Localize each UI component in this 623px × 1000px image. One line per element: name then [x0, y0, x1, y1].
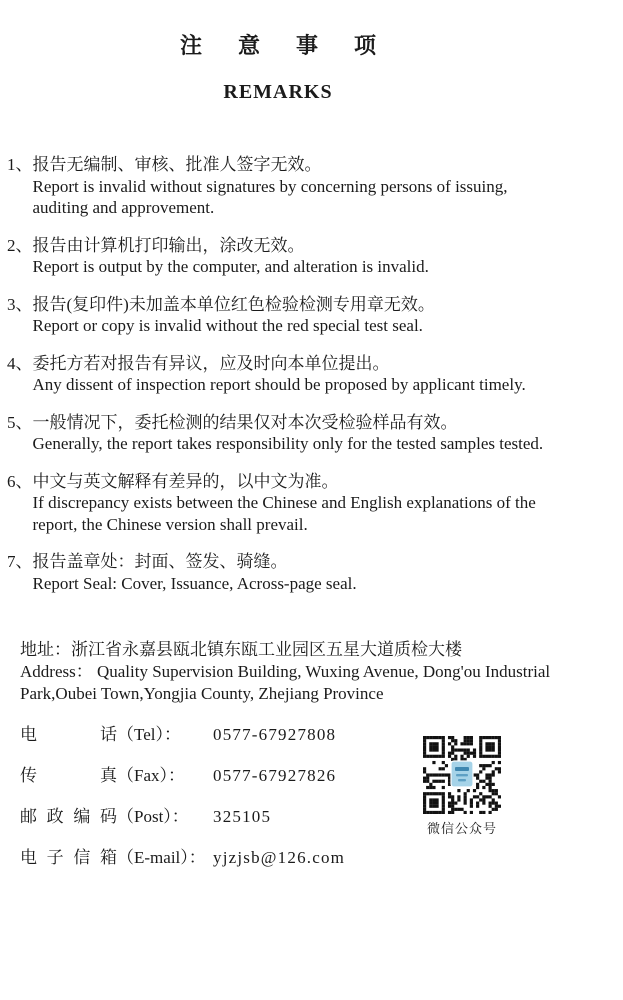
address-english-line: Park,Oubei Town,Yongjia County, Zhejiang Province	[20, 684, 384, 703]
remark-english-line: Report is invalid without signatures by concerning persons of issuing,	[32, 176, 508, 196]
item-text	[33, 412, 544, 455]
address-chinese: 地址：浙江省永嘉县瓯北镇东瓯工业园区五星大道质检大楼	[20, 640, 462, 659]
remark-item-1	[7, 154, 623, 219]
contact-row-post	[20, 807, 623, 827]
item-text	[33, 235, 429, 278]
wechat-qr-block	[423, 736, 501, 836]
item-text	[33, 551, 357, 594]
qr-label: 微信公众号	[426, 821, 497, 836]
page-title-english: REMARKS	[223, 81, 333, 103]
remark-english-line: auditing and approvement.	[32, 198, 215, 217]
fax-value: 0577-67927826	[213, 766, 337, 785]
fax-label-zh: 传真	[20, 766, 117, 785]
contacts-list	[20, 725, 623, 868]
item-text	[33, 154, 508, 219]
contact-row-email	[20, 848, 623, 868]
tel-label	[20, 725, 213, 745]
remark-chinese: 委托方若对报告有异议，应及时向本单位提出。	[32, 353, 390, 373]
remark-item-6	[7, 471, 623, 536]
post-label	[20, 807, 213, 827]
remark-english-line: Report is output by the computer, and alteration is invalid.	[32, 257, 429, 276]
remark-english-line: Report Seal: Cover, Issuance, Across-page seal.	[32, 573, 357, 593]
address-english-line: Address： Quality Supervision Building, Wuxing Avenue, Dong'ou Industrial	[20, 662, 551, 681]
remark-item-5	[7, 412, 623, 455]
fax-label-en: （Fax）：	[117, 766, 185, 785]
email-label-en: （E-mail）：	[117, 848, 206, 867]
item-number: 3、	[7, 294, 33, 314]
contact-footer	[0, 639, 623, 868]
remark-chinese: 报告无编制、审核、批准人签字无效。	[32, 155, 322, 174]
item-text	[33, 353, 526, 396]
remark-english-line: Any dissent of inspection report should be proposed by applicant timely.	[32, 375, 526, 394]
tel-label-en: （Tel）：	[117, 725, 181, 744]
remark-chinese: 中文与英文解释有差异的，以中文为准。	[32, 471, 339, 491]
post-value: 325105	[213, 807, 272, 826]
item-number: 2、	[7, 235, 33, 255]
item-number: 4、	[7, 353, 33, 373]
qr-code-icon	[423, 736, 501, 814]
item-number: 7、	[7, 552, 33, 571]
contact-row-tel	[20, 725, 623, 745]
tel-value: 0577-67927808	[213, 725, 337, 744]
remark-english-line: If discrepancy exists between the Chinese and English explanations of the	[32, 493, 536, 512]
remark-chinese: 报告(复印件)未加盖本单位红色检验检测专用章无效。	[32, 294, 435, 314]
remark-chinese: 一般情况下，委托检测的结果仅对本次受检验样品有效。	[32, 412, 458, 432]
remark-item-2	[7, 235, 623, 278]
remark-item-7	[7, 551, 623, 594]
item-number: 5、	[7, 412, 33, 432]
post-label-zh: 邮政编码	[20, 807, 117, 826]
address-block	[20, 639, 623, 705]
remarks-list	[0, 154, 623, 594]
email-value: yjzjsb@126.com	[213, 848, 346, 867]
remark-english-line: report, the Chinese version shall prevail.	[32, 514, 308, 534]
page-header	[0, 0, 556, 104]
email-label	[20, 848, 213, 868]
remark-item-3	[7, 294, 623, 337]
post-label-en: （Post）：	[117, 807, 189, 826]
item-text	[33, 294, 435, 337]
remark-chinese: 报告盖章处：封面、签发、骑缝。	[32, 552, 288, 571]
item-text	[33, 471, 536, 536]
remark-english-line: Report or copy is invalid without the red special test seal.	[32, 316, 423, 335]
contact-row-fax	[20, 766, 623, 786]
remark-item-4	[7, 353, 623, 396]
item-number: 6、	[7, 471, 33, 491]
remark-chinese: 报告由计算机打印输出，涂改无效。	[32, 235, 305, 255]
page-title-chinese: 注意事项	[179, 33, 412, 58]
item-number: 1、	[7, 155, 33, 174]
tel-label-zh: 电话	[20, 725, 117, 744]
remark-english-line: Generally, the report takes responsibility only for the tested samples tested.	[32, 434, 544, 453]
fax-label	[20, 766, 213, 786]
email-label-zh: 电子信箱	[20, 848, 117, 867]
